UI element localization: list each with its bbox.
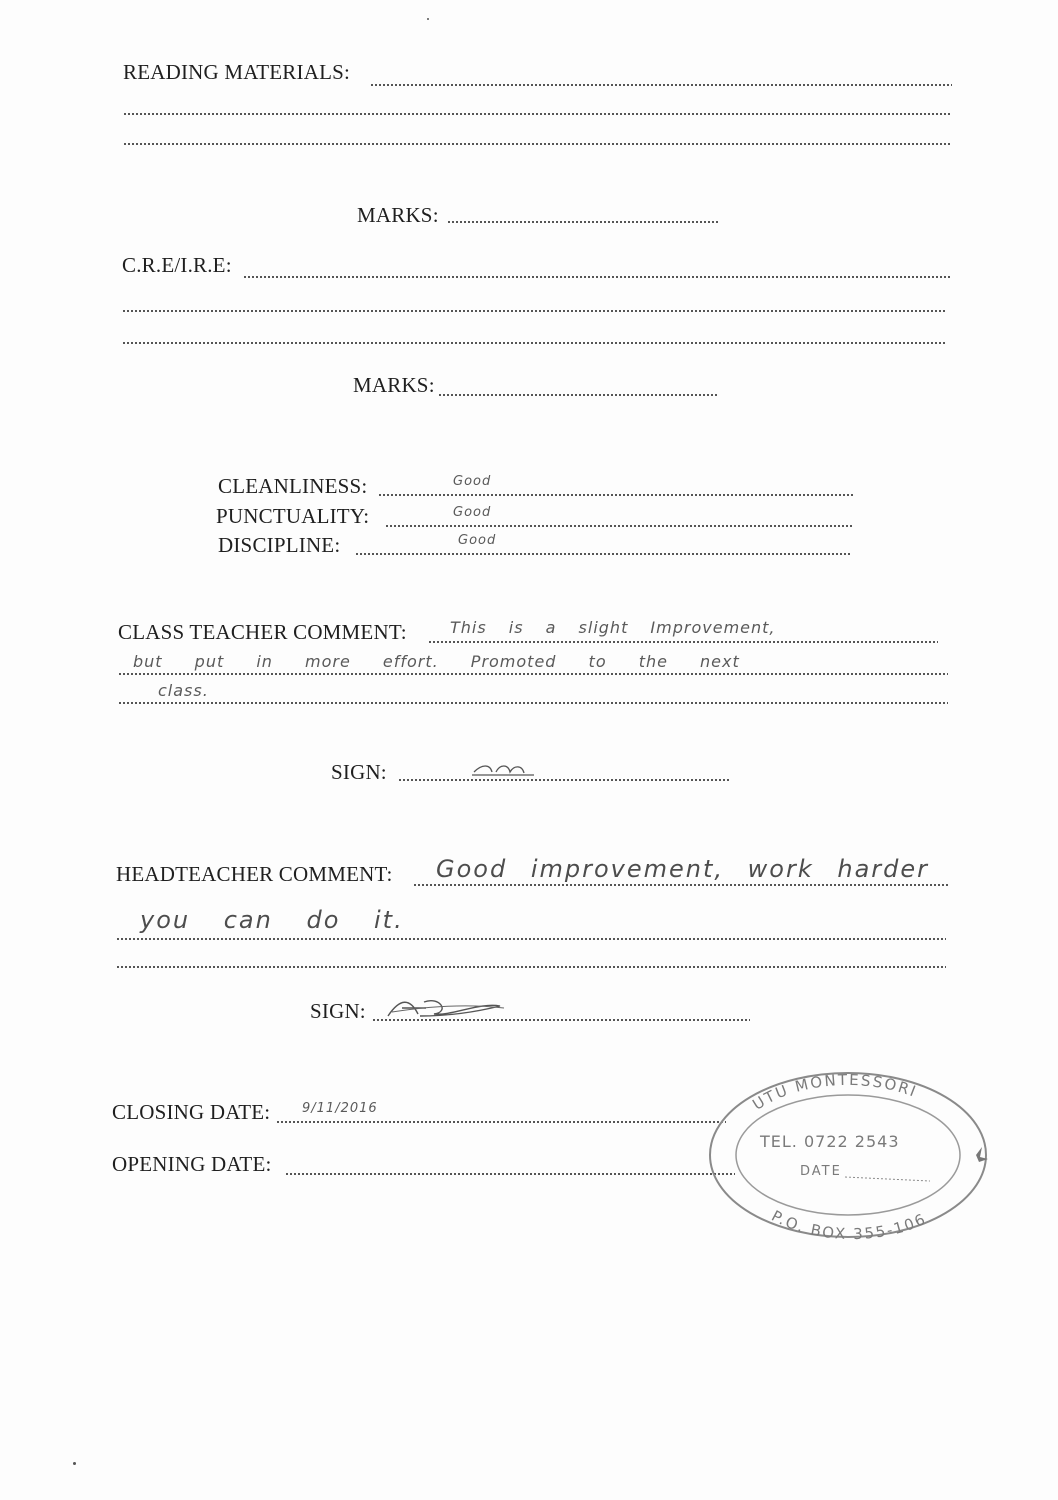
school-stamp	[700, 1055, 1000, 1255]
class-teacher-comment-line-1: This is a slight Improvement,	[450, 618, 776, 637]
class-teacher-comment-line-2: but put in more effort. Promoted to the next	[133, 652, 740, 671]
page-speck	[73, 1462, 76, 1465]
discipline-line	[355, 553, 851, 555]
cleanliness-label: CLEANLINESS:	[218, 474, 368, 498]
reading-materials-line-1	[370, 84, 952, 86]
reading-marks-line	[447, 221, 720, 223]
cre-ire-line-1	[243, 276, 952, 278]
stamp-tel-text: TEL. 0722 2543	[760, 1132, 900, 1151]
closing-date-line	[276, 1121, 726, 1123]
opening-date-line	[285, 1173, 735, 1175]
class-teacher-comment-line-3: class.	[158, 681, 209, 700]
headteacher-comment-line-1: Good improvement, work harder	[436, 855, 930, 883]
cre-marks-label: MARKS:	[353, 373, 435, 397]
class-teacher-sign-label: SIGN:	[331, 760, 387, 784]
svg-text:P.O. BOX 355-106	[768, 1207, 929, 1243]
cleanliness-value: Good	[453, 474, 492, 489]
headteacher-line-3	[116, 966, 946, 968]
class-teacher-sign-line	[398, 779, 731, 781]
headteacher-line-1	[413, 884, 950, 886]
reading-materials-label: READING MATERIALS:	[123, 60, 351, 84]
cre-ire-line-2	[122, 310, 945, 312]
closing-date-label: CLOSING DATE:	[112, 1100, 271, 1124]
closing-date-value: 9/11/2016	[302, 1101, 378, 1116]
stamp-date-text: DATE	[800, 1164, 842, 1179]
class-teacher-line-1	[428, 641, 938, 643]
svg-text:UTU MONTESSORI	[749, 1071, 920, 1114]
class-teacher-line-3	[118, 702, 948, 704]
class-teacher-signature	[468, 758, 538, 780]
punctuality-line	[385, 525, 853, 527]
headteacher-sign-label: SIGN:	[310, 999, 366, 1023]
cre-ire-label: C.R.E/I.R.E:	[122, 253, 232, 277]
class-teacher-line-2	[118, 673, 948, 675]
cre-marks-line	[438, 394, 719, 396]
reading-materials-line-3	[123, 143, 952, 145]
punctuality-value: Good	[453, 505, 492, 520]
stamp-top-text: UTU MONTESSORI	[749, 1070, 920, 1114]
class-teacher-comment-label: CLASS TEACHER COMMENT:	[118, 620, 407, 644]
reading-marks-label: MARKS:	[357, 203, 439, 227]
opening-date-label: OPENING DATE:	[112, 1152, 272, 1176]
discipline-value: Good	[458, 533, 497, 548]
headteacher-comment-label: HEADTEACHER COMMENT:	[116, 862, 393, 886]
cre-ire-line-3	[122, 342, 945, 344]
page-speck	[427, 18, 429, 20]
headteacher-comment-line-2: you can do it.	[140, 906, 404, 934]
cleanliness-line	[378, 494, 853, 496]
headteacher-signature	[380, 994, 510, 1024]
discipline-label: DISCIPLINE:	[218, 533, 341, 557]
stamp-bottom-text: P.O. BOX 355-106	[768, 1206, 930, 1244]
reading-materials-line-2	[123, 113, 952, 115]
headteacher-line-2	[116, 938, 946, 940]
punctuality-label: PUNCTUALITY:	[216, 504, 370, 528]
